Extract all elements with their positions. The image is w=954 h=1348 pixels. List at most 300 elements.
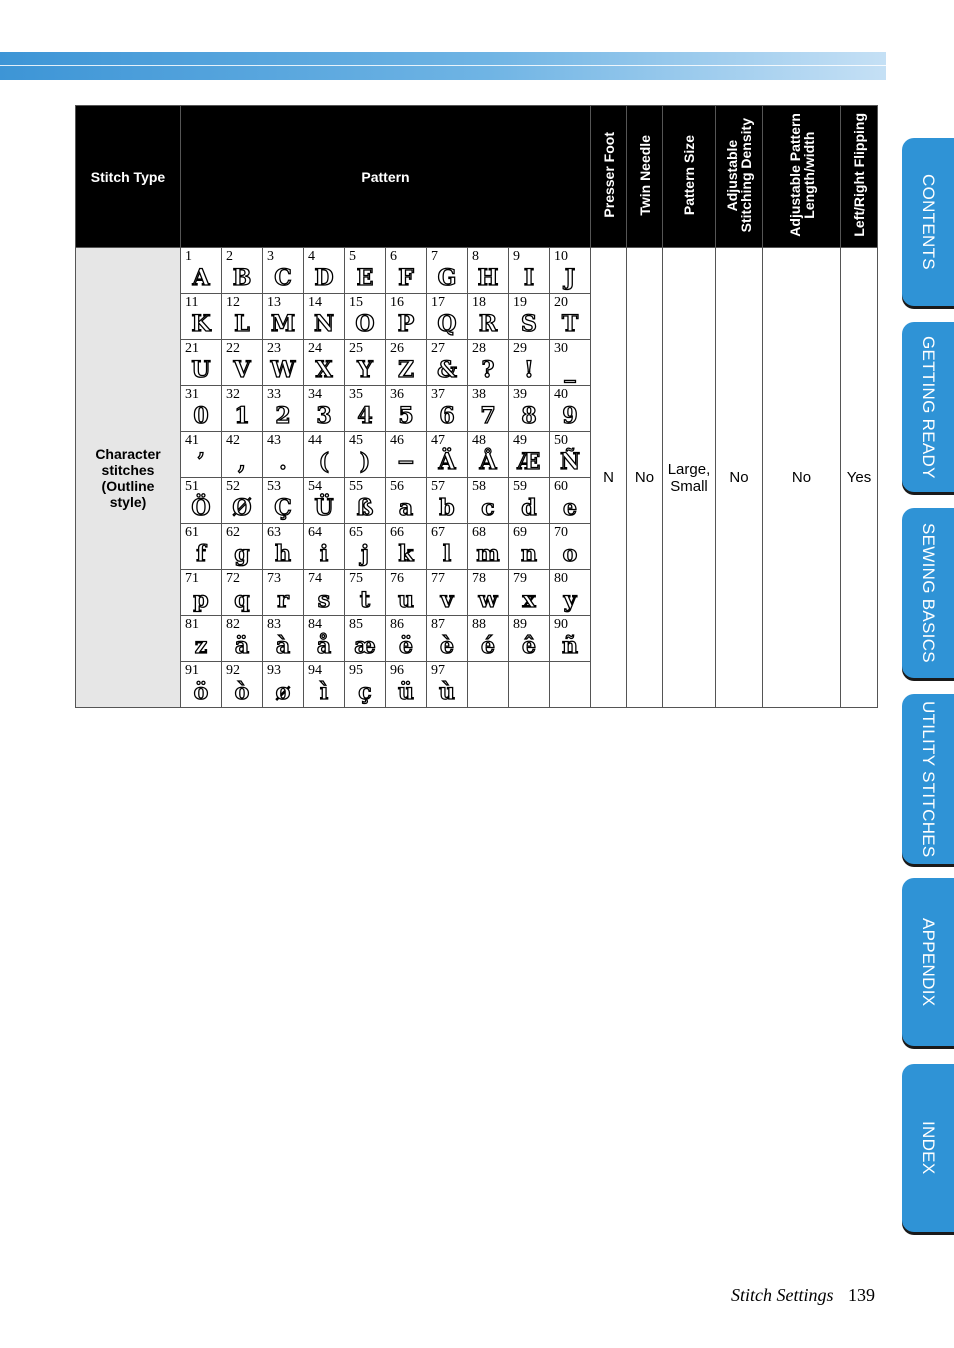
pattern-cell [427,386,468,432]
pattern-number: 70 [554,525,568,540]
pattern-number: 65 [349,525,363,540]
pattern-number: 14 [308,295,322,310]
pattern-number: 22 [226,341,240,356]
pattern-glyph: ’ [197,449,205,475]
pattern-glyph: . [279,449,287,475]
pattern-number: 25 [349,341,363,356]
pattern-number: 7 [431,249,438,264]
pattern-cell [263,294,304,340]
pattern-glyph: v [440,587,454,613]
pattern-number: 19 [513,295,527,310]
pattern-number: 39 [513,387,527,402]
pattern-glyph: T [561,311,579,337]
pattern-number: 38 [472,387,486,402]
pattern-glyph: 6 [439,403,455,429]
tab-index[interactable] [902,1064,954,1232]
pattern-number: 64 [308,525,322,540]
pattern-number: 58 [472,479,486,494]
pattern-glyph: M [270,311,296,337]
pattern-cell [181,616,222,662]
pattern-cell [222,616,263,662]
empty-pattern-cell [468,662,509,708]
pattern-glyph: ò [234,679,250,705]
pattern-cell [263,386,304,432]
flipping-value: Yes [841,248,878,708]
pattern-cell [468,616,509,662]
pattern-number: 17 [431,295,445,310]
pattern-number: 51 [185,479,199,494]
pattern-glyph: d [521,495,537,521]
pattern-number: 95 [349,663,363,678]
pattern-number: 42 [226,433,240,448]
pattern-number: 16 [390,295,404,310]
empty-pattern-cell [509,662,550,708]
pattern-number: 43 [267,433,281,448]
presser-foot-value: N [591,248,627,708]
pattern-cell [263,570,304,616]
pattern-cell [222,524,263,570]
pattern-cell [304,524,345,570]
tab-label: INDEX [919,1121,938,1175]
presser-foot-header: Presser Foot [591,106,627,248]
pattern-glyph: ! [524,357,534,383]
pattern-number: 53 [267,479,281,494]
pattern-number: 15 [349,295,363,310]
pattern-number: 89 [513,617,527,632]
pattern-number: 67 [431,525,445,540]
pattern-cell [304,386,345,432]
pattern-cell [263,524,304,570]
pattern-glyph: 9 [562,403,578,429]
pattern-glyph: E [356,265,374,291]
pattern-cell [345,294,386,340]
pattern-glyph: 3 [316,403,332,429]
pattern-number: 75 [349,571,363,586]
pattern-glyph: å [316,633,332,659]
pattern-glyph: 1 [234,403,250,429]
pattern-glyph: ø [275,679,291,705]
pattern-glyph: à [275,633,291,659]
pattern-number: 35 [349,387,363,402]
flipping-header: Left/Right Flipping [841,106,878,248]
pattern-glyph: Ä [438,449,456,475]
pattern-cell [509,248,550,294]
pattern-cell [550,386,591,432]
pattern-glyph: Ü [314,495,334,521]
pattern-cell [509,386,550,432]
pattern-cell [304,616,345,662]
pattern-glyph: ê [522,633,536,659]
pattern-cell [550,340,591,386]
pattern-number: 36 [390,387,404,402]
pattern-glyph: D [314,265,334,291]
stitch-type-header: Stitch Type [76,106,181,248]
pattern-glyph: e [563,495,577,521]
pattern-number: 87 [431,617,445,632]
pattern-cell [386,432,427,478]
pattern-glyph: ß [356,495,374,521]
pattern-cell [181,294,222,340]
stitch-type-cell: Character stitches (Outline style) [76,248,181,708]
pattern-cell [181,386,222,432]
pattern-glyph: t [359,587,371,613]
pattern-cell [468,386,509,432]
pattern-glyph: W [270,357,296,383]
pattern-number: 66 [390,525,404,540]
pattern-glyph: f [196,541,206,567]
pattern-cell [468,294,509,340]
pattern-cell [222,248,263,294]
pattern-glyph: ( [318,449,330,475]
pattern-number: 94 [308,663,322,678]
pattern-cell [263,432,304,478]
pattern-number: 69 [513,525,527,540]
pattern-cell [222,386,263,432]
pattern-glyph: o [562,541,578,567]
stitching-density-header: Adjustable Stitching Density [716,106,763,248]
pattern-glyph: G [437,265,457,291]
pattern-glyph: y [563,587,577,613]
pattern-cell [427,570,468,616]
pattern-number: 11 [185,295,199,310]
pattern-cell [509,294,550,340]
pattern-number: 45 [349,433,363,448]
pattern-cell [468,340,509,386]
pattern-glyph: Æ [517,449,541,475]
pattern-number: 72 [226,571,240,586]
pattern-glyph: x [522,587,536,613]
pattern-number: 77 [431,571,445,586]
pattern-number: 3 [267,249,274,264]
empty-pattern-cell [550,662,591,708]
pattern-header: Pattern [181,106,591,248]
pattern-glyph: u [398,587,414,613]
pattern-glyph: J [564,265,576,291]
pattern-glyph: p [193,587,209,613]
pattern-glyph: m [476,541,500,567]
pattern-number: 61 [185,525,199,540]
pattern-glyph: 0 [193,403,209,429]
pattern-number: 44 [308,433,322,448]
tab-getting-ready[interactable] [902,322,954,492]
pattern-number: 92 [226,663,240,678]
pattern-cell [345,662,386,708]
pattern-number: 33 [267,387,281,402]
pattern-length-header: Adjustable Pattern Length/width [763,106,841,248]
pattern-glyph: ù [439,679,455,705]
pattern-number: 37 [431,387,445,402]
pattern-cell [345,616,386,662]
pattern-glyph: ö [193,679,209,705]
pattern-number: 54 [308,479,322,494]
pattern-number: 93 [267,663,281,678]
pattern-number: 8 [472,249,479,264]
pattern-number: 81 [185,617,199,632]
pattern-number: 5 [349,249,356,264]
footer-section-title: Stitch Settings [731,1285,834,1305]
pattern-glyph: U [191,357,211,383]
pattern-glyph: ç [358,679,372,705]
pattern-cell [222,662,263,708]
header-banner [0,52,886,80]
pattern-glyph: A [192,265,210,291]
pattern-cell [181,248,222,294]
pattern-cell [345,248,386,294]
pattern-cell [509,478,550,524]
pattern-cell [386,386,427,432]
pattern-number: 80 [554,571,568,586]
pattern-cell [509,524,550,570]
pattern-cell [181,570,222,616]
pattern-glyph: L [234,311,250,337]
twin-needle-value: No [627,248,663,708]
pattern-number: 47 [431,433,445,448]
pattern-number: 86 [390,617,404,632]
pattern-number: 49 [513,433,527,448]
pattern-glyph: 7 [480,403,496,429]
pattern-glyph: Y [357,357,373,383]
pattern-number: 55 [349,479,363,494]
pattern-number: 27 [431,341,445,356]
pattern-glyph: V [233,357,251,383]
pattern-glyph: 2 [275,403,291,429]
pattern-number: 12 [226,295,240,310]
pattern-cell [550,616,591,662]
pattern-number: 26 [390,341,404,356]
pattern-number: 6 [390,249,397,264]
pattern-cell [263,248,304,294]
pattern-cell [550,248,591,294]
pattern-glyph: è [440,633,454,659]
pattern-number: 78 [472,571,486,586]
pattern-glyph: g [234,541,250,567]
pattern-cell [386,570,427,616]
pattern-number: 21 [185,341,199,356]
header-row [76,106,878,248]
pattern-cell [263,662,304,708]
pattern-glyph: Ö [191,495,211,521]
pattern-size-value: Large, Small [663,248,716,708]
tab-contents[interactable] [902,138,954,306]
pattern-glyph: 5 [398,403,414,429]
pattern-cell [304,248,345,294]
tab-utility-stitches[interactable] [902,694,954,864]
pattern-number: 74 [308,571,322,586]
pattern-cell [181,340,222,386]
pattern-cell [386,662,427,708]
pattern-cell [304,340,345,386]
tab-label: UTILITY STITCHES [919,700,938,858]
pattern-number: 90 [554,617,568,632]
pattern-glyph: k [398,541,414,567]
pattern-cell [468,248,509,294]
pattern-glyph: H [477,265,499,291]
pattern-glyph: R [478,311,498,337]
pattern-glyph: z [194,633,208,659]
pattern-glyph: Ç [274,495,292,521]
pattern-number: 76 [390,571,404,586]
pattern-cell [222,570,263,616]
pattern-cell [550,294,591,340]
pattern-glyph: & [437,357,457,383]
pattern-number: 57 [431,479,445,494]
pattern-number: 82 [226,617,240,632]
pattern-cell [345,570,386,616]
pattern-cell [550,478,591,524]
pattern-cell [468,570,509,616]
pattern-cell [550,524,591,570]
pattern-cell [427,616,468,662]
tab-appendix[interactable] [902,878,954,1046]
pattern-cell [304,570,345,616]
pattern-glyph: _ [564,357,576,383]
pattern-glyph: a [398,495,414,521]
pattern-cell [386,294,427,340]
pattern-number: 83 [267,617,281,632]
pattern-cell [222,478,263,524]
pattern-glyph: c [481,495,495,521]
pattern-cell [304,294,345,340]
pattern-length-value: No [763,248,841,708]
page-footer [731,1285,875,1306]
pattern-cell [427,248,468,294]
stitch-settings-table [75,105,878,708]
pattern-glyph: l [442,541,452,567]
pattern-cell [181,432,222,478]
pattern-number: 2 [226,249,233,264]
pattern-number: 63 [267,525,281,540]
pattern-cell [263,340,304,386]
pattern-cell [345,386,386,432]
pattern-cell [181,662,222,708]
pattern-glyph: K [191,311,211,337]
pattern-glyph: 8 [521,403,537,429]
pattern-cell [468,524,509,570]
pattern-glyph: ä [234,633,250,659]
pattern-cell [509,616,550,662]
pattern-number: 68 [472,525,486,540]
pattern-glyph: h [275,541,291,567]
pattern-number: 79 [513,571,527,586]
pattern-number: 56 [390,479,404,494]
pattern-number: 30 [554,341,568,356]
pattern-number: 28 [472,341,486,356]
pattern-glyph: Ø [232,495,252,521]
pattern-glyph: æ [354,633,376,659]
pattern-glyph: s [317,587,331,613]
pattern-cell [509,432,550,478]
pattern-glyph: n [521,541,537,567]
pattern-number: 9 [513,249,520,264]
pattern-number: 4 [308,249,315,264]
pattern-cell [222,432,263,478]
pattern-glyph: ? [481,357,495,383]
pattern-number: 41 [185,433,199,448]
pattern-glyph: N [313,311,335,337]
pattern-number: 71 [185,571,199,586]
pattern-number: 59 [513,479,527,494]
pattern-glyph: F [398,265,414,291]
pattern-cell [304,478,345,524]
pattern-cell [468,478,509,524]
pattern-cell [181,524,222,570]
pattern-glyph: i [319,541,329,567]
pattern-number: 91 [185,663,199,678]
pattern-number: 73 [267,571,281,586]
pattern-cell [427,524,468,570]
pattern-cell [427,478,468,524]
pattern-glyph: ü [398,679,414,705]
pattern-row [76,248,878,294]
tab-label: SEWING BASICS [919,523,938,663]
pattern-number: 29 [513,341,527,356]
pattern-glyph: b [439,495,455,521]
pattern-number: 50 [554,433,568,448]
pattern-cell [468,432,509,478]
pattern-number: 84 [308,617,322,632]
page-number: 139 [848,1285,875,1305]
pattern-cell [222,294,263,340]
pattern-cell [509,340,550,386]
pattern-glyph: O [355,311,375,337]
tab-sewing-basics[interactable] [902,508,954,678]
pattern-glyph: Q [437,311,457,337]
pattern-cell [427,294,468,340]
pattern-glyph: X [315,357,333,383]
pattern-glyph: C [274,265,292,291]
pattern-number: 1 [185,249,192,264]
pattern-glyph: P [397,311,415,337]
pattern-cell [345,432,386,478]
pattern-number: 88 [472,617,486,632]
pattern-size-header: Pattern Size [663,106,716,248]
pattern-cell [304,432,345,478]
pattern-number: 34 [308,387,322,402]
pattern-number: 62 [226,525,240,540]
pattern-number: 31 [185,387,199,402]
header-banner-line [0,65,886,66]
pattern-glyph: q [234,587,250,613]
pattern-glyph: I [523,265,535,291]
pattern-number: 60 [554,479,568,494]
pattern-glyph: Å [479,449,497,475]
pattern-cell [345,340,386,386]
pattern-number: 18 [472,295,486,310]
pattern-cell [509,570,550,616]
pattern-number: 85 [349,617,363,632]
pattern-glyph: r [277,587,289,613]
pattern-number: 24 [308,341,322,356]
pattern-number: 48 [472,433,486,448]
pattern-cell [386,478,427,524]
pattern-glyph: ì [319,679,329,705]
pattern-glyph: Z [397,357,415,383]
pattern-number: 10 [554,249,568,264]
pattern-cell [427,432,468,478]
pattern-glyph: ë [399,633,413,659]
pattern-cell [386,524,427,570]
pattern-glyph: S [521,311,537,337]
pattern-cell [181,478,222,524]
pattern-cell [345,524,386,570]
pattern-cell [345,478,386,524]
tab-label: APPENDIX [919,917,938,1007]
pattern-cell [263,478,304,524]
pattern-number: 13 [267,295,281,310]
pattern-cell [386,340,427,386]
pattern-glyph: B [232,265,252,291]
pattern-number: 96 [390,663,404,678]
